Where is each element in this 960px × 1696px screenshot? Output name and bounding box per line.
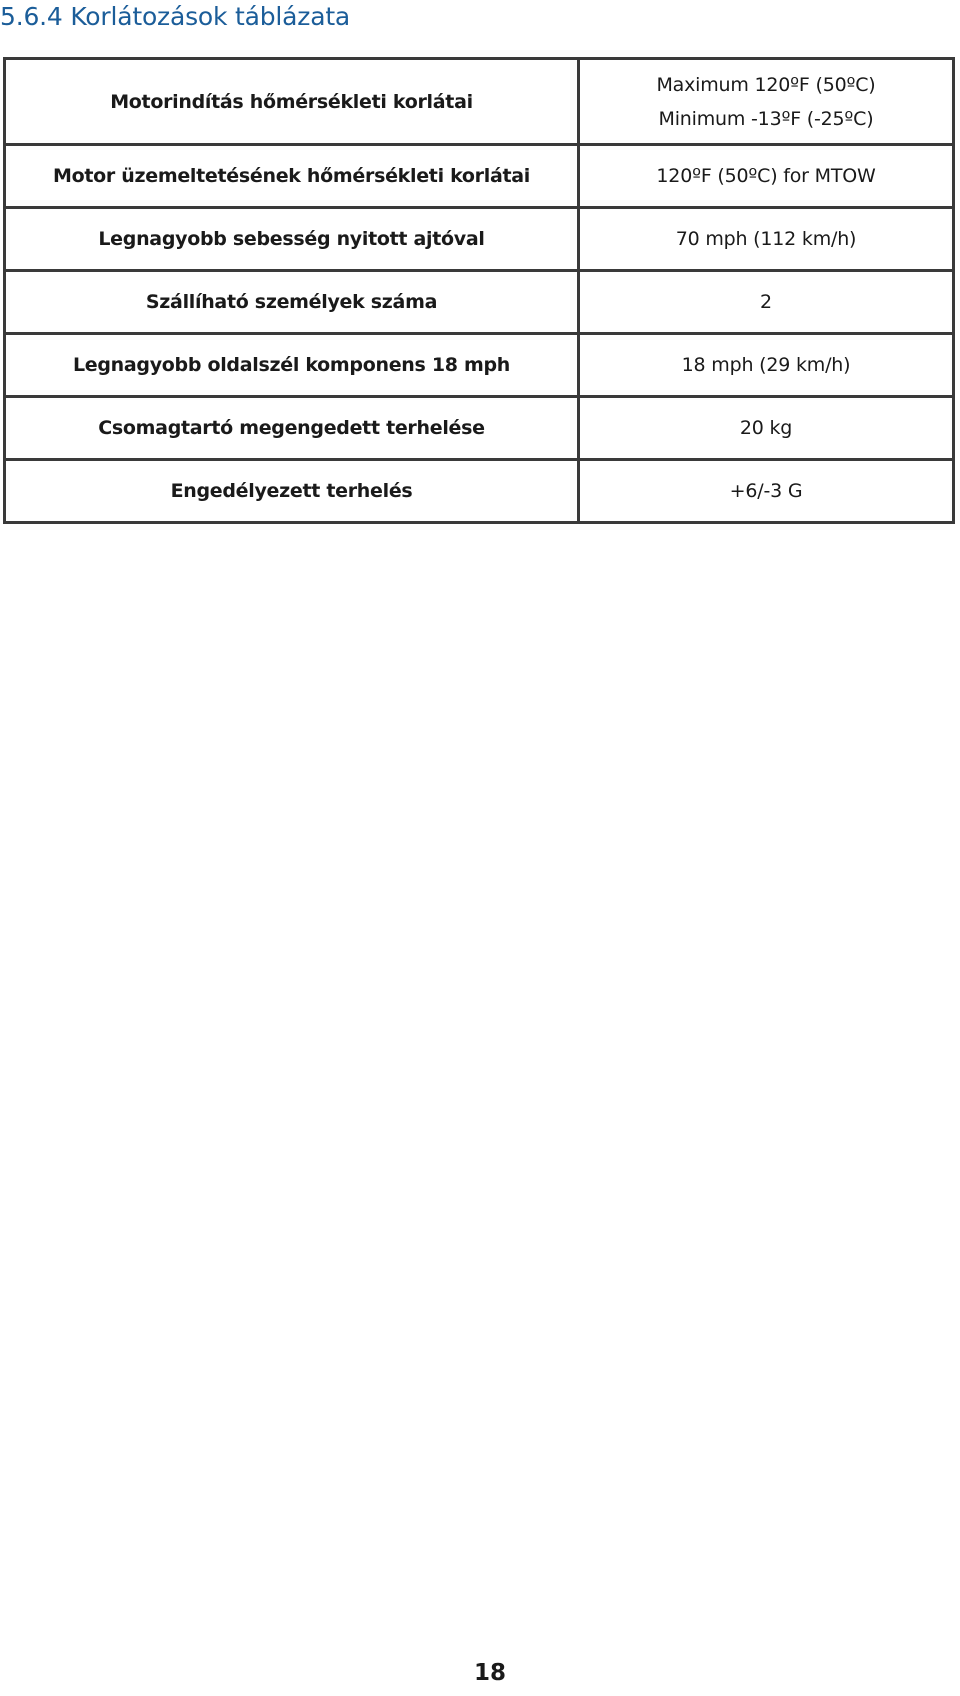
table-cell-label: Csomagtartó megengedett terhelése — [5, 397, 579, 460]
table-cell-label: Legnagyobb sebesség nyitott ajtóval — [5, 208, 579, 271]
table-cell-label: Motor üzemeltetésének hőmérsékleti korlátai — [5, 145, 579, 208]
table-cell-value: 120ºF (50ºC) for MTOW — [579, 145, 954, 208]
table-row-crosswind — [5, 334, 954, 397]
table-cell-value — [579, 59, 954, 145]
table-row-passengers — [5, 271, 954, 334]
page-number: 18 — [473, 1660, 506, 1686]
limits-table — [3, 57, 955, 524]
table-row-baggage-load — [5, 397, 954, 460]
table-cell-label: Szállíható személyek száma — [5, 271, 579, 334]
table-row-max-speed-door-open — [5, 208, 954, 271]
section-title: 5.6.4 Korlátozások táblázata — [0, 2, 351, 31]
table-row-load-factor — [5, 460, 954, 523]
table-row-engine-start-temperature — [5, 59, 954, 145]
value-line-maximum: Maximum 120ºF (50ºC) — [656, 73, 876, 96]
table-cell-value: 18 mph (29 km/h) — [579, 334, 954, 397]
table-row-engine-operating-temperature — [5, 145, 954, 208]
table-cell-value: 70 mph (112 km/h) — [579, 208, 954, 271]
table-cell-value: 2 — [579, 271, 954, 334]
table-cell-label: Engedélyezett terhelés — [5, 460, 579, 523]
table-cell-label: Motorindítás hőmérsékleti korlátai — [5, 59, 579, 145]
table-cell-value: 20 kg — [579, 397, 954, 460]
table-cell-label: Legnagyobb oldalszél komponens 18 mph — [5, 334, 579, 397]
table-cell-value: +6/-3 G — [579, 460, 954, 523]
value-line-minimum: Minimum -13ºF (-25ºC) — [658, 107, 874, 130]
